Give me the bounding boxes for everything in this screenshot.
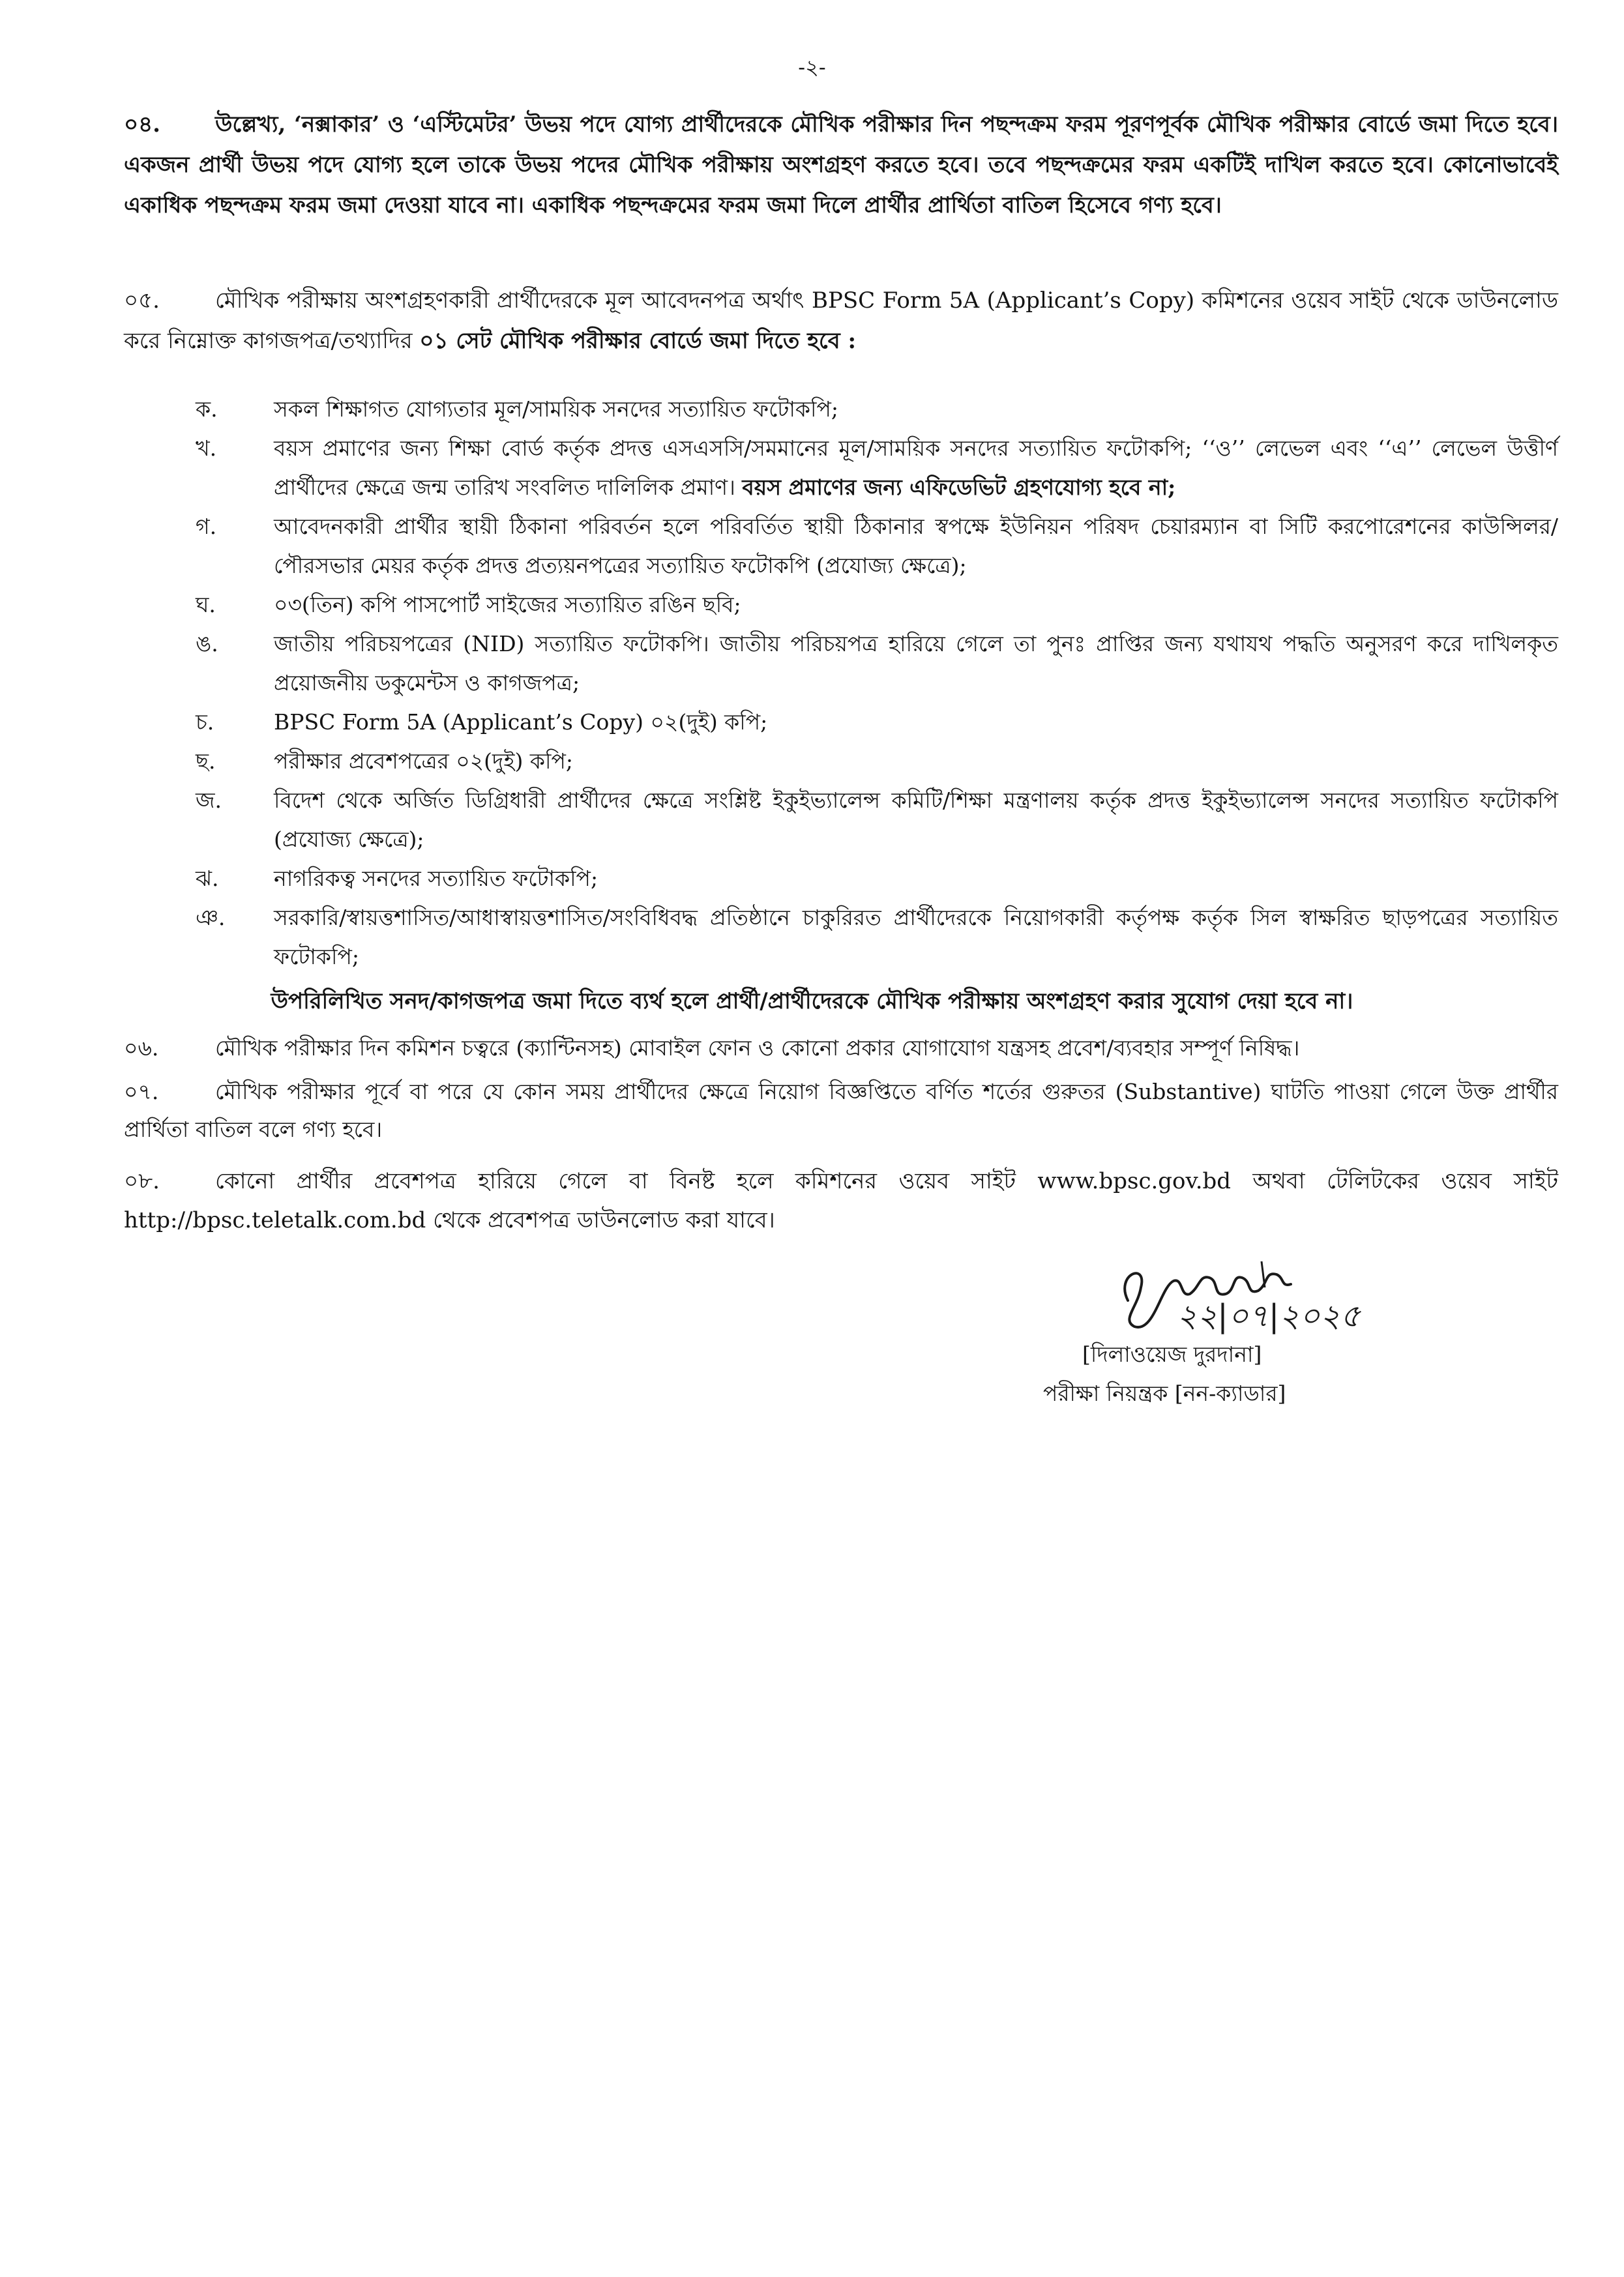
list-item xyxy=(196,781,1558,859)
paragraph-04 xyxy=(124,104,1558,226)
paragraph-text: মৌখিক পরীক্ষার পূর্বে বা পরে যে কোন সময় প্রার্থীদের ক্ষেত্রে নিয়োগ বিজ্ঞপ্তিতে বর্ণিত শর্তের গুরুতর (Substantive) ঘাটতি পাওয়া গেলে উক্ত প্রার্থীর প্রার্থিতা বাতিল বলে গণ্য হবে। xyxy=(124,1079,1558,1142)
list-item-text: জাতীয় পরিচয়পত্রের (NID) সত্যায়িত ফটোকপি। জাতীয় পরিচয়পত্র হারিয়ে গেলে তা পুনঃ প্রাপ্তির জন্য যথাযথ পদ্ধতি অনুসরণ করে দাখিলকৃত প্রয়োজনীয় ডকুমেন্টস ও কাগজপত্র; xyxy=(274,631,1558,696)
list-item-label: ঘ. xyxy=(196,592,216,617)
warning-notice: উপরিলিখিত সনদ/কাগজপত্র জমা দিতে ব্যর্থ হলে প্রার্থী/প্রার্থীদেরকে মৌখিক পরীক্ষায় অংশগ্রহণ করার সুযোগ দেয়া হবে না। xyxy=(271,988,1353,1014)
list-item-text: আবেদনকারী প্রার্থীর স্থায়ী ঠিকানা পরিবর্তন হলে পরিবর্তিত স্থায়ী ঠিকানার স্বপক্ষে ইউনিয়ন পরিষদ চেয়ারম্যান বা সিটি করপোরেশনের কাউন্সিলর/পৌরসভার মেয়র কর্তৃক প্রদত্ত প্রত্যয়নপত্রের সত্যায়িত ফটোকপি (প্রযোজ্য ক্ষেত্রে); xyxy=(274,514,1558,578)
list-item xyxy=(196,429,1558,507)
list-item xyxy=(196,898,1558,977)
signatory-title: পরীক্ষা নিয়ন্ত্রক [নন-ক্যাডার] xyxy=(1043,1381,1286,1406)
paragraph-number: ০৫. xyxy=(124,287,160,314)
list-item-label: ঙ. xyxy=(196,631,218,656)
signatory-name: [দিলাওয়েজ দুরদানা] xyxy=(1082,1342,1262,1367)
paragraph-bold-text: ০১ সেট মৌখিক পরীক্ষার বোর্ডে জমা দিতে হবে : xyxy=(419,328,857,354)
signature-date: ২২|০৭|২০২৫ xyxy=(1177,1298,1361,1334)
list-item-text: বয়স প্রমাণের জন্য শিক্ষা বোর্ড কর্তৃক প্রদত্ত এসএসসি/সমমানের মূল/সাময়িক সনদের সত্যায়িত ফটোকপি; ‘‘ও’’ লেভেল এবং ‘‘এ’’ লেভেল উত্তীর্ণ প্রার্থীদের ক্ষেত্রে জন্ম তারিখ সংবলিত দালিলিক প্রমাণ। xyxy=(274,435,1558,500)
list-item-text: BPSC Form 5A (Applicant’s Copy) ০২(দুই) কপি; xyxy=(274,709,768,735)
paragraph-08 xyxy=(124,1162,1558,1240)
paragraph-number: ০৬. xyxy=(124,1035,159,1061)
paragraph-07 xyxy=(124,1073,1558,1149)
list-item-label: ঞ. xyxy=(196,905,226,930)
list-item xyxy=(196,859,1558,898)
paragraph-text: কোনো প্রার্থীর প্রবেশপত্র হারিয়ে গেলে বা বিনষ্ট হলে কমিশনের ওয়েব সাইট www.bpsc.gov.bd অথবা টেলিটকের ওয়েব সাইট http://bpsc.teletalk.com.bd থেকে প্রবেশপত্র ডাউনলোড করা যাবে। xyxy=(124,1168,1558,1233)
paragraph-text: মৌখিক পরীক্ষার দিন কমিশন চত্বরে (ক্যান্টিনসহ) মোবাইল ফোন ও কোনো প্রকার যোগাযোগ যন্ত্রসহ প্রবেশ/ব্যবহার সম্পূর্ণ নিষিদ্ধ। xyxy=(215,1035,1300,1061)
list-item-text: পরীক্ষার প্রবেশপত্রের ০২(দুই) কপি; xyxy=(274,748,573,774)
list-item xyxy=(196,507,1558,585)
page-number: -২- xyxy=(798,55,826,80)
list-item-label: জ. xyxy=(196,787,222,813)
paragraph-06 xyxy=(124,1030,1558,1066)
list-item-text: বিদেশ থেকে অর্জিত ডিগ্রিধারী প্রার্থীদের ক্ষেত্রে সংশ্লিষ্ট ইকুইভ্যালেন্স কমিটি/শিক্ষা মন্ত্রণালয় কর্তৃক প্রদত্ত ইকুইভ্যালেন্স সনদের সত্যায়িত ফটোকপি (প্রযোজ্য ক্ষেত্রে); xyxy=(274,787,1558,852)
list-item xyxy=(196,742,1558,781)
list-item xyxy=(196,624,1558,703)
paragraph-number: ০৪. xyxy=(124,111,161,138)
list-item-label: চ. xyxy=(196,709,214,735)
handwritten-signature xyxy=(1102,1248,1415,1346)
paragraph-number: ০৮. xyxy=(124,1168,160,1194)
paragraph-text: মৌখিক পরীক্ষায় অংশগ্রহণকারী প্রার্থীদেরকে মূল আবেদনপত্র অর্থাৎ BPSC Form 5A (Applicant’s Copy) কমিশনের ওয়েব সাইট থেকে ডাউনলোড করে নিম্নোক্ত কাগজপত্র/তথ্যাদির xyxy=(124,287,1558,354)
list-item xyxy=(196,703,1558,742)
list-item-text: ০৩(তিন) কপি পাসপোর্ট সাইজের সত্যায়িত রঙিন ছবি; xyxy=(274,592,741,617)
list-item xyxy=(196,585,1558,624)
list-item xyxy=(196,390,1558,429)
list-item-label: ঝ. xyxy=(196,866,219,891)
list-item-text: সকল শিক্ষাগত যোগ্যতার মূল/সাময়িক সনদের সত্যায়িত ফটোকপি; xyxy=(274,396,838,422)
list-item-label: গ. xyxy=(196,514,217,539)
list-item-label: খ. xyxy=(196,435,217,461)
list-item-label: ছ. xyxy=(196,748,216,774)
list-item-text: নাগরিকত্ব সনদের সত্যায়িত ফটোকপি; xyxy=(274,866,598,891)
list-item-bold-text: বয়স প্রমাণের জন্য এফিডেভিট গ্রহণযোগ্য হবে না; xyxy=(742,475,1176,500)
paragraph-text: উল্লেখ্য, ‘নক্সাকার’ ও ‘এস্টিমেটর’ উভয় পদে যোগ্য প্রার্থীদেরকে মৌখিক পরীক্ষার দিন পছন্দক্রম ফরম পূরণপূর্বক মৌখিক পরীক্ষার বোর্ডে জমা দিতে হবে। একজন প্রার্থী উভয় পদে যোগ্য হলে তাকে উভয় পদের মৌখিক পরীক্ষায় অংশগ্রহণ করতে হবে। তবে পছন্দক্রমের ফরম একটিই দাখিল করতে হবে। কোনোভাবেই একাধিক পছন্দক্রম ফরম জমা দেওয়া যাবে না। একাধিক পছন্দক্রমের ফরম জমা দিলে প্রার্থীর প্রার্থিতা বাতিল হিসেবে গণ্য হবে। xyxy=(124,111,1558,218)
list-item-label: ক. xyxy=(196,396,218,422)
list-item-text: সরকারি/স্বায়ত্তশাসিত/আধাস্বায়ত্তশাসিত/সংবিধিবদ্ধ প্রতিষ্ঠানে চাকুরিরত প্রার্থীদেরকে নিয়োগকারী কর্তৃপক্ষ কর্তৃক সিল স্বাক্ষরিত ছাড়পত্রের সত্যায়িত ফটোকপি; xyxy=(274,905,1558,969)
paragraph-number: ০৭. xyxy=(124,1079,159,1104)
paragraph-05 xyxy=(124,280,1558,361)
